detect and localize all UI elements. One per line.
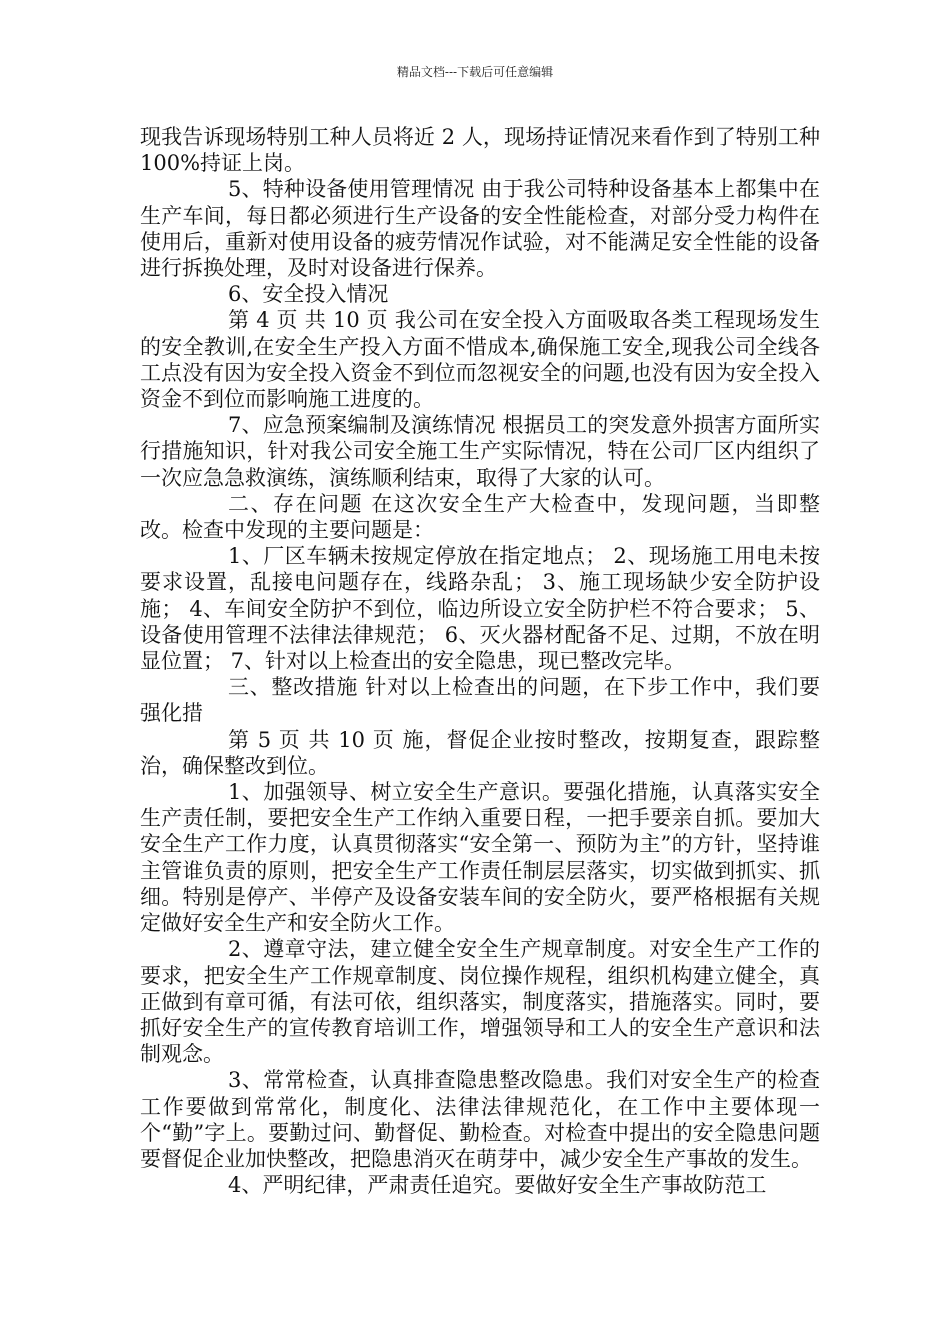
paragraph-1: 现我告诉现场特别工种人员将近 2 人，现场持证情况来看作到了特别工种 100%持证上岗。 bbox=[140, 125, 820, 176]
paragraph-8: 三、整改措施 针对以上检查出的问题，在下步工作中，我们要强化措 bbox=[140, 675, 820, 726]
paragraph-9: 第 5 页 共 10 页 施，督促企业按时整改，按期复查，跟踪整治，确保整改到位。 bbox=[140, 727, 820, 778]
paragraph-2: 5、特种设备使用管理情况 由于我公司特种设备基本上都集中在生产车间，每日都必须进行生产设备的安全性能检查，对部分受力构件在使用后，重新对使用设备的疲劳情况作试验，对不能满足安全性能的设备进行拆换处理，及时对设备进行保养。 bbox=[140, 177, 820, 281]
paragraph-13: 4、严明纪律，严肃责任追究。要做好安全生产事故防范工 bbox=[228, 1173, 767, 1198]
page-header: 精品文档---下载后可任意编辑 bbox=[396, 65, 554, 79]
paragraph-10: 1、加强领导、树立安全生产意识。要强化措施，认真落实安全生产责任制，要把安全生产工作纳入重要日程，一把手要亲自抓。要加大安全生产工作力度，认真贯彻落实“安全第一、预防为主”的方针，坚持谁主管谁负责的原则，把安全生产工作责任制层层落实，切实做到抓实、抓细。特别是停产、半停产及设备安装车间的安全防火，要严格根据有关规定做好安全生产和安全防火工作。 bbox=[140, 780, 820, 936]
paragraph-7: 1、厂区车辆未按规定停放在指定地点； 2、现场施工用电未按要求设置，乱接电问题存在，线路杂乱； 3、施工现场缺少安全防护设施； 4、车间安全防护不到位，临边所设立安全防护栏不符合要求； 5、设备使用管理不法律法律规范； 6、灭火器材配备不足、过期，不放在明显位置； 7、针对以上检查出的安全隐患，现已整改完毕。 bbox=[140, 544, 820, 674]
paragraph-6: 二、存在问题 在这次安全生产大检查中，发现问题，当即整改。检查中发现的主要问题是： bbox=[140, 491, 820, 543]
paragraph-11: 2、遵章守法，建立健全安全生产规章制度。对安全生产工作的要求，把安全生产工作规章制度、岗位操作规程，组织机构建立健全，真正做到有章可循，有法可依，组织落实，制度落实，措施落实。同时，要抓好安全生产的宣传教育培训工作，增强领导和工人的安全生产意识和法制观念。 bbox=[140, 937, 820, 1067]
document-body bbox=[140, 124, 820, 1198]
paragraph-4: 第 4 页 共 10 页 我公司在安全投入方面吸取各类工程现场发生的安全教训,在安全生产投入方面不惜成本,确保施工安全,现我公司全线各工点没有因为安全投入资金不到位而忽视安全的问题,也没有因为安全投入资金不到位而影响施工进度的。 bbox=[140, 308, 820, 412]
paragraph-5: 7、应急预案编制及演练情况 根据员工的突发意外损害方面所实行措施知识，针对我公司安全施工生产实际情况，特在公司厂区内组织了一次应急急救演练，演练顺利结束，取得了大家的认可。 bbox=[140, 413, 820, 490]
paragraph-3: 6、安全投入情况 bbox=[228, 282, 389, 307]
paragraph-12: 3、常常检查，认真排查隐患整改隐患。我们对安全生产的检查工作要做到常常化，制度化、法律法律规范化，在工作中主要体现一个“勤”字上。要勤过问、勤督促、勤检查。对检查中提出的安全隐患问题要督促企业加快整改，把隐患消灭在萌芽中，减少安全生产事故的发生。 bbox=[140, 1068, 820, 1171]
